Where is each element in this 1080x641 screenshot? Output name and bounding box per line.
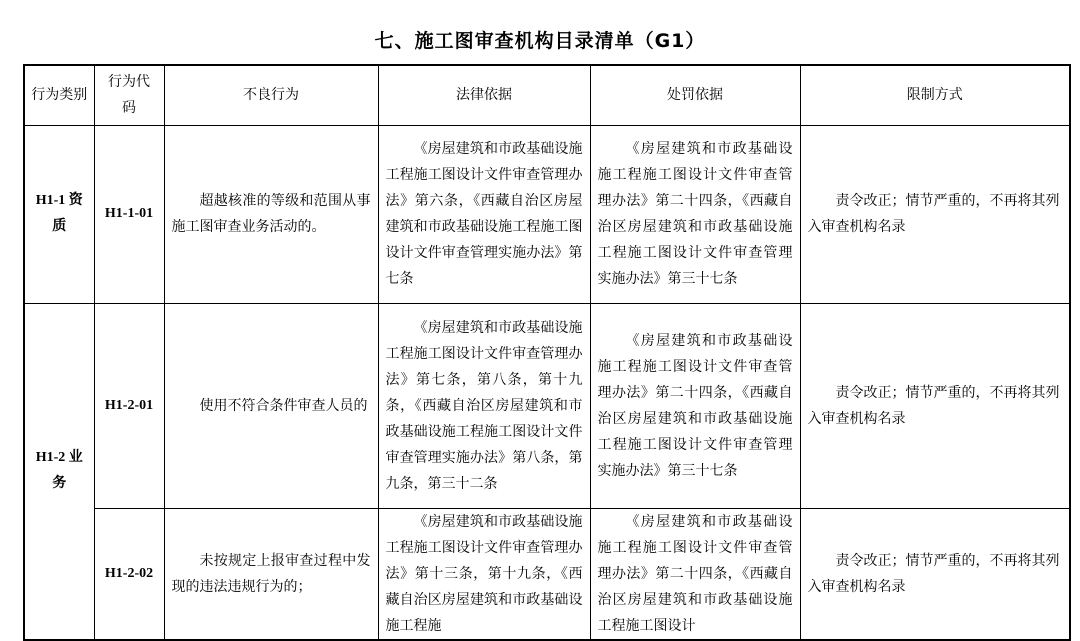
legal-basis-cell: 《房屋建筑和市政基础设施工程施工图设计文件审查管理办法》第十三条，第十九条，《西藏自治区房屋建筑和市政基础设施工程施	[378, 508, 590, 640]
code-cell: H1-2-02	[94, 508, 164, 640]
restriction-cell: 责令改正；情节严重的，不再将其列入审查机构名录	[800, 303, 1070, 508]
penalty-basis-cell: 《房屋建筑和市政基础设施工程施工图设计文件审查管理办法》第二十四条，《西藏自治区房屋建筑和市政基础设施工程施工图设计文件审查管理实施办法》第三十七条	[590, 303, 800, 508]
bad-behavior-cell: 使用不符合条件审查人员的	[164, 303, 378, 508]
table-row	[24, 508, 1070, 640]
code-cell: H1-1-01	[94, 125, 164, 303]
header-bad-behavior: 不良行为	[164, 65, 378, 125]
code-cell: H1-2-01	[94, 303, 164, 508]
header-code: 行为代码	[94, 65, 164, 125]
header-category: 行为类别	[24, 65, 94, 125]
header-restriction: 限制方式	[800, 65, 1070, 125]
header-legal-basis: 法律依据	[378, 65, 590, 125]
table-row	[24, 303, 1070, 508]
legal-basis-cell: 《房屋建筑和市政基础设施工程施工图设计文件审查管理办法》第六条，《西藏自治区房屋建筑和市政基础设施工程施工图设计文件审查管理实施办法》第七条	[378, 125, 590, 303]
directory-table	[23, 64, 1071, 641]
restriction-cell: 责令改正；情节严重的，不再将其列入审查机构名录	[800, 508, 1070, 640]
penalty-basis-cell: 《房屋建筑和市政基础设施工程施工图设计文件审查管理办法》第二十四条，《西藏自治区房屋建筑和市政基础设施工程施工图设计	[590, 508, 800, 640]
table-header-row	[24, 65, 1070, 125]
restriction-cell: 责令改正；情节严重的，不再将其列入审查机构名录	[800, 125, 1070, 303]
page-title: 七、施工图审查机构目录清单（G1）	[374, 30, 706, 52]
table-row	[24, 125, 1070, 303]
category-cell: H1-2 业务	[24, 303, 94, 640]
penalty-basis-cell: 《房屋建筑和市政基础设施工程施工图设计文件审查管理办法》第二十四条，《西藏自治区房屋建筑和市政基础设施工程施工图设计文件审查管理实施办法》第三十七条	[590, 125, 800, 303]
category-cell: H1-1 资质	[24, 125, 94, 303]
bad-behavior-cell: 超越核准的等级和范围从事施工图审查业务活动的。	[164, 125, 378, 303]
header-penalty-basis: 处罚依据	[590, 65, 800, 125]
bad-behavior-cell: 未按规定上报审查过程中发现的违法违规行为的；	[164, 508, 378, 640]
legal-basis-cell: 《房屋建筑和市政基础设施工程施工图设计文件审查管理办法》第七条，第八条，第十九条，《西藏自治区房屋建筑和市政基础设施工程施工图设计文件审查管理实施办法》第八条，第九条，第三十二条	[378, 303, 590, 508]
